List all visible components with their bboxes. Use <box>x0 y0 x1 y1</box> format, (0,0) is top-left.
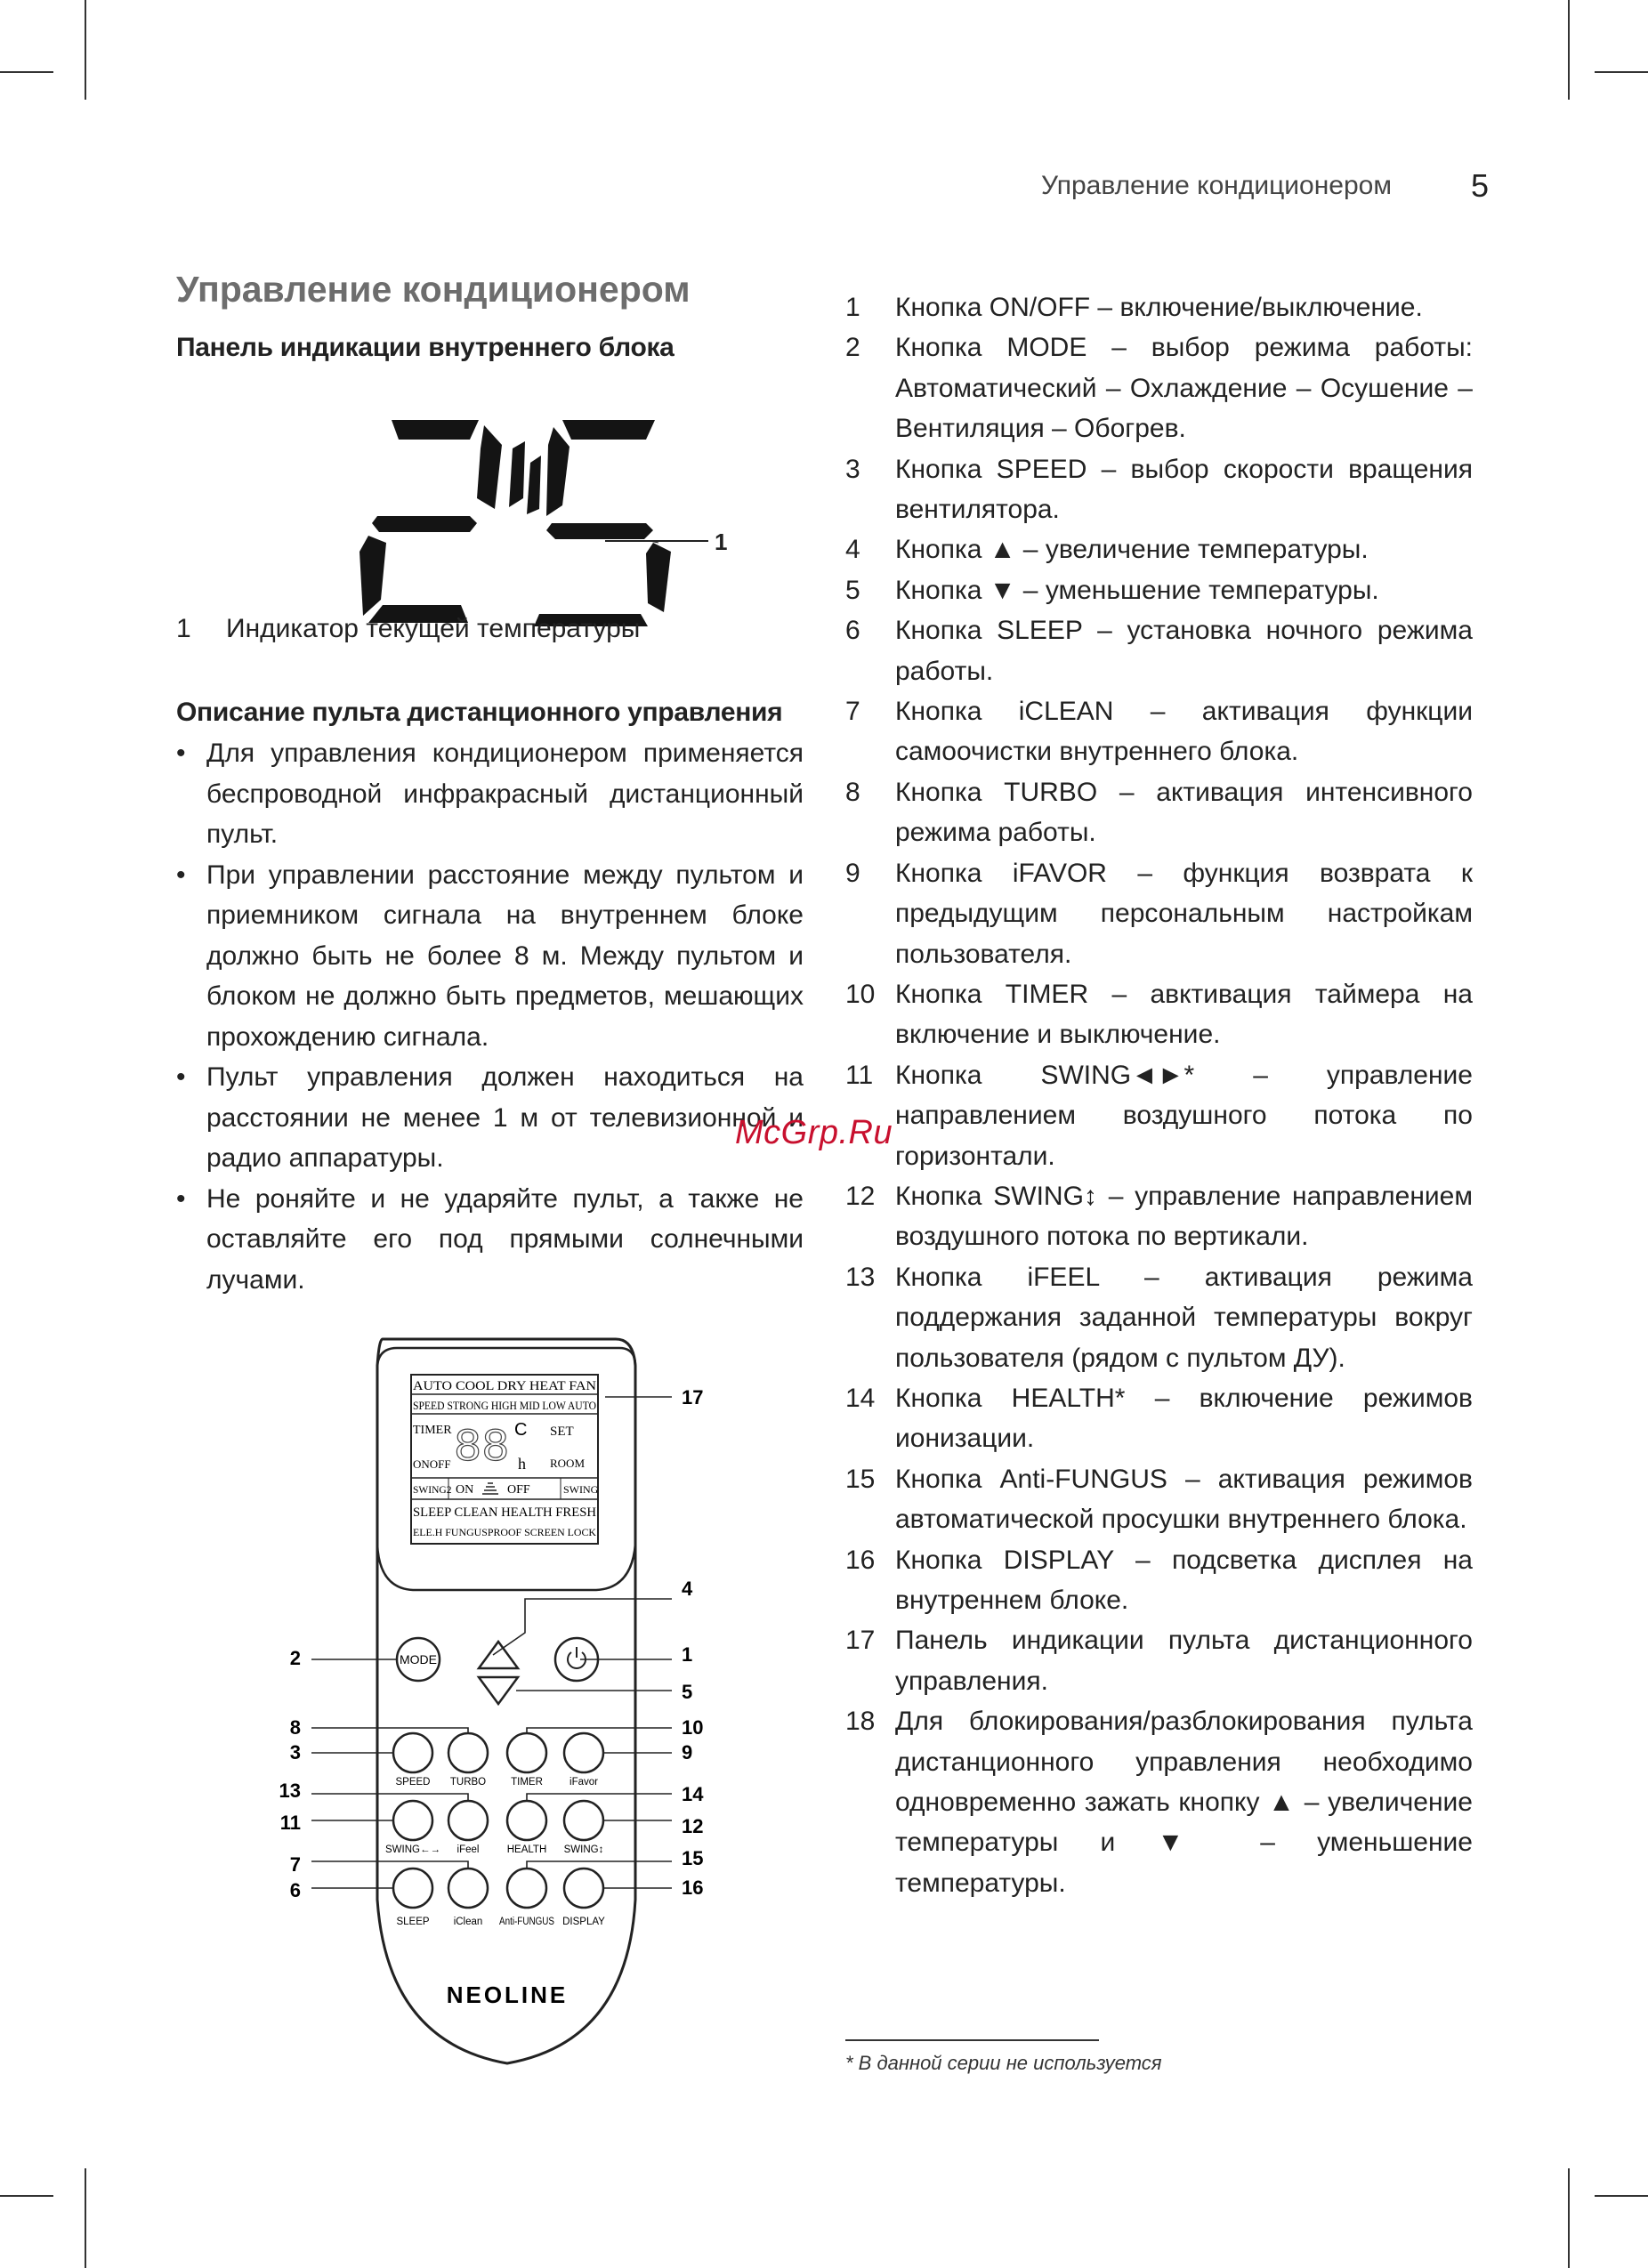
list-item <box>845 1055 1473 1176</box>
button-label: iClean <box>453 1917 483 1927</box>
callout-10: 10 <box>682 1716 704 1739</box>
lcd-room: ROOM <box>550 1457 586 1470</box>
segment <box>477 425 502 509</box>
crop-mark <box>1568 2168 1570 2268</box>
item-text: Кнопка DISPLAY – подсветка дисплея на внутреннем блоке. <box>895 1545 1473 1615</box>
list-item <box>845 449 1473 530</box>
list-item <box>845 1620 1473 1701</box>
button-label: HEALTH <box>506 1844 547 1855</box>
item-text: Кнопка Anti-FUNGUS – активация режимов автоматической просушки внутреннего блока. <box>895 1464 1473 1535</box>
callout-8: 8 <box>289 1716 301 1739</box>
button-label: iFavor <box>570 1777 598 1788</box>
bullet-list <box>176 733 804 1300</box>
callout-5: 5 <box>682 1681 693 1703</box>
crop-mark <box>1568 0 1570 100</box>
callout-17: 17 <box>682 1386 704 1408</box>
watermark: McGrp.Ru <box>735 1114 893 1151</box>
segment <box>392 420 479 440</box>
swing-vertical-button[interactable] <box>564 1801 603 1840</box>
button-label: SLEEP <box>396 1917 430 1927</box>
item-number: 18 <box>845 1707 876 1737</box>
list-item <box>845 772 1473 853</box>
crop-mark <box>1595 2195 1648 2197</box>
item-number: 1 <box>845 293 860 322</box>
callout-15: 15 <box>682 1847 704 1869</box>
segment <box>546 523 653 539</box>
item-number: 4 <box>845 535 860 565</box>
list-item <box>845 327 1473 448</box>
bullet-item: • Для управления кондиционером применяется беспроводной инфракрасный дистанционный пульт. <box>176 733 804 855</box>
item-text: Кнопка HEALTH* – включение режимов ионизации. <box>895 1383 1473 1454</box>
temp-up-button[interactable] <box>479 1642 518 1668</box>
lcd-fan-icon <box>482 1483 498 1494</box>
turbo-button[interactable] <box>448 1733 488 1772</box>
segment <box>527 456 541 514</box>
lcd-features-row: SLEEP CLEAN HEALTH FRESH <box>413 1505 597 1520</box>
item-number: 7 <box>845 697 860 727</box>
item-text: Для блокирования/разблокирования пульта дистанционного управления необходимо одновременно зажать кнопку ▲ – увеличение температуры и ▼ – уменьшение температуры. <box>895 1707 1473 1898</box>
item-text: Кнопка iFAVOR – функция возврата к предыдущим персональным настройкам пользователя. <box>895 858 1473 969</box>
callout-13: 13 <box>279 1780 301 1802</box>
item-number: 10 <box>845 979 876 1009</box>
page-number: 5 <box>1471 167 1490 204</box>
footnote: * В данной серии не используется <box>845 2052 1162 2074</box>
crop-mark <box>85 2168 86 2268</box>
item-text: Панель индикации пульта дистанционного управления. <box>895 1626 1473 1696</box>
lcd-timer: TIMER <box>413 1424 452 1437</box>
item-text: Кнопка iCLEAN – активация функции самоочистки внутреннего блока. <box>895 697 1473 767</box>
indicator-caption <box>176 614 640 644</box>
button-label: SPEED <box>395 1777 431 1788</box>
item-number: 15 <box>845 1464 876 1494</box>
list-item <box>845 529 1473 569</box>
button-label: Anti-FUNGUS <box>499 1917 555 1927</box>
item-text: Кнопка SLEEP – установка ночного режима работы. <box>895 616 1473 686</box>
item-text: Кнопка SWING↕ – управление направлением воздушного потока по вертикали. <box>895 1181 1473 1252</box>
segment <box>509 441 525 507</box>
temp-down-button[interactable] <box>479 1677 518 1704</box>
lcd-hours: h <box>518 1455 526 1473</box>
lcd-celsius: C <box>514 1420 528 1440</box>
callout-7: 7 <box>289 1853 301 1876</box>
remote-control-figure <box>267 1330 747 2086</box>
temperature-display-figure <box>356 409 765 632</box>
segment <box>372 516 477 532</box>
item-number: 2 <box>845 333 860 363</box>
item-text: Кнопка MODE – выбор режима работы: Автоматический – Охлаждение – Осушение – Вентиляция – Обогрев. <box>895 333 1473 444</box>
button-label: SWING↕ <box>563 1844 604 1855</box>
lcd-digits: 88 <box>454 1422 510 1474</box>
item-number: 17 <box>845 1626 876 1656</box>
mode-label: MODE <box>400 1652 437 1667</box>
lcd-features-row-2: ELE.H FUNGUSPROOF SCREEN LOCK <box>413 1526 597 1538</box>
item-number: 9 <box>845 858 860 888</box>
button-label: TIMER <box>511 1777 543 1788</box>
lcd-set: SET <box>550 1425 574 1439</box>
crop-mark <box>0 71 53 73</box>
lcd-swing: SWING <box>563 1483 599 1496</box>
list-item <box>845 1459 1473 1540</box>
indicator-callout-1: 1 <box>715 529 728 555</box>
list-item <box>845 287 1473 327</box>
sleep-button[interactable] <box>393 1868 432 1908</box>
item-number: 8 <box>845 777 860 807</box>
callout-3: 3 <box>289 1741 301 1764</box>
segment <box>562 420 655 440</box>
footnote-rule <box>845 2039 1099 2041</box>
item-text: Кнопка SPEED – выбор скорости вращения вентилятора. <box>895 454 1473 525</box>
list-item <box>845 1176 1473 1257</box>
item-number: 16 <box>845 1545 876 1575</box>
callout-6: 6 <box>289 1879 301 1901</box>
running-title: Управление кондиционером <box>1041 171 1392 200</box>
ifavor-button[interactable] <box>564 1733 603 1772</box>
item-number: 3 <box>845 454 860 484</box>
lcd-speed-row: SPEED STRONG HIGH MID LOW AUTO <box>413 1400 596 1412</box>
list-item <box>845 1378 1473 1459</box>
crop-mark <box>1595 71 1648 73</box>
item-number: 13 <box>845 1262 876 1292</box>
list-item <box>845 1540 1473 1621</box>
lcd-onoff: ONOFF <box>413 1457 451 1471</box>
callout-4: 4 <box>682 1578 693 1600</box>
callout-11: 11 <box>279 1812 301 1834</box>
button-label: DISPLAY <box>562 1917 605 1927</box>
segment <box>646 543 671 612</box>
list-item <box>845 1257 1473 1378</box>
item-text: Кнопка iFEEL – активация режима поддержания заданной температуры вокруг пользователя (рядом с пультом ДУ). <box>895 1262 1473 1373</box>
iclean-button[interactable] <box>448 1868 488 1908</box>
callout-2: 2 <box>289 1647 301 1669</box>
segment <box>546 427 570 516</box>
item-number: 12 <box>845 1181 876 1211</box>
bullet-item: • При управлении расстояние между пультом и приемником сигнала на внутреннем блоке должно быть не более 8 м. Между пультом и блоком не должно быть предметов, мешающих прохождению сигнала. <box>176 855 804 1058</box>
callout-1: 1 <box>682 1643 693 1666</box>
button-label: iFeel <box>456 1844 480 1855</box>
callout-12: 12 <box>682 1815 704 1837</box>
item-number: 14 <box>845 1383 876 1413</box>
lcd-on: ON <box>456 1483 474 1497</box>
segment <box>359 536 386 616</box>
button-label: TURBO <box>449 1777 487 1788</box>
callout-14: 14 <box>682 1783 704 1805</box>
button-label: SWING←→ <box>385 1844 440 1855</box>
bullet-item: • Не роняйте и не ударяйте пульт, а также не оставляйте его под прямыми солнечными лучами. <box>176 1179 804 1301</box>
item-text: Кнопка ON/OFF – включение/выключение. <box>895 293 1423 322</box>
item-number: 11 <box>845 1060 874 1090</box>
caption-text: Индикатор текущей температуры <box>226 614 641 643</box>
caption-number: 1 <box>176 614 191 643</box>
list-item <box>845 570 1473 610</box>
list-item <box>845 974 1473 1055</box>
display-button[interactable] <box>564 1868 603 1908</box>
speed-button[interactable] <box>393 1733 432 1772</box>
remote-heading: Описание пульта дистанционного управления <box>176 698 783 727</box>
list-item <box>845 1701 1473 1903</box>
callout-9: 9 <box>682 1741 693 1764</box>
brand-logo: NEOLINE <box>446 1981 569 2008</box>
swing-horizontal-button[interactable] <box>393 1801 432 1840</box>
list-item <box>845 691 1473 772</box>
item-text: Кнопка ▼ – уменьшение температуры. <box>895 575 1379 605</box>
power-icon <box>568 1647 586 1668</box>
crop-mark <box>0 2195 53 2197</box>
bullet-item: • Пульт управления должен находиться на расстоянии не менее 1 м от телевизионной и радио аппаратуры. <box>176 1057 804 1179</box>
item-text: Кнопка ▲ – увеличение температуры. <box>895 535 1369 565</box>
anti-fungus-button[interactable] <box>507 1868 546 1908</box>
button-descriptions-list <box>845 287 1473 1903</box>
list-item <box>845 853 1473 974</box>
ifeel-button[interactable] <box>448 1801 488 1840</box>
item-number: 6 <box>845 616 860 646</box>
lcd-off: OFF <box>507 1483 530 1497</box>
page-title: Управление кондиционером <box>176 269 691 310</box>
item-text: Кнопка TURBO – активация интенсивного режима работы. <box>895 777 1473 848</box>
crop-mark <box>85 0 86 100</box>
item-text: Кнопка SWING◄►* – управление направлением воздушного потока по горизонтали. <box>895 1060 1473 1171</box>
health-button[interactable] <box>507 1801 546 1840</box>
callout-16: 16 <box>682 1877 704 1899</box>
lcd-mode-row: AUTO COOL DRY HEAT FAN <box>413 1379 597 1393</box>
item-number: 5 <box>845 575 860 605</box>
item-text: Кнопка TIMER – авктивация таймера на включение и выключение. <box>895 979 1473 1050</box>
indicator-heading: Панель индикации внутреннего блока <box>176 333 675 362</box>
lcd-swing2: SWING2 <box>413 1485 452 1496</box>
timer-button[interactable] <box>507 1733 546 1772</box>
list-item <box>845 610 1473 691</box>
